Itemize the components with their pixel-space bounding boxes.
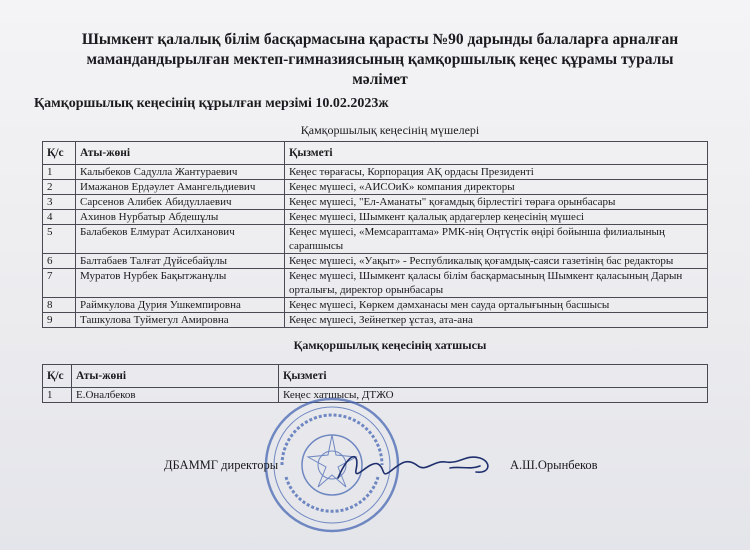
row-position: Кеңес мүшесі, Зейнеткер ұстаз, ата-ана xyxy=(285,313,708,328)
row-position: Кеңес мүшесі, Шымкент қалалық ардагерлер кеңесінің мүшесі xyxy=(285,210,708,225)
title-line-2: мамандандырылған мектеп-гимназиясының қамқоршылық кеңес құрамы туралы xyxy=(86,51,674,68)
table-row xyxy=(43,313,708,328)
row-position: Кеңес мүшесі, «Уақыт» - Республикалық қоғамдық-саяси газетінің бас редакторы xyxy=(285,254,708,269)
members-header-row xyxy=(43,142,708,165)
header-name: Аты-жөні xyxy=(72,365,279,388)
row-name: Ташкулова Туймегул Амировна xyxy=(76,313,285,328)
row-name: Раймкулова Дурия Ушкемпировна xyxy=(76,298,285,313)
row-position: Кеңес мүшесі, «АИСОиК» компания директоры xyxy=(285,180,708,195)
secretary-header-row xyxy=(43,365,708,388)
row-name: Балтабаев Талғат Дүйсебайұлы xyxy=(76,254,285,269)
table-row xyxy=(43,225,708,254)
row-position: Кеңес төрағасы, Корпорация АҚ ордасы Президенті xyxy=(285,165,708,180)
row-name: Ахинов Нурбатыр Абдешұлы xyxy=(76,210,285,225)
document-title xyxy=(60,30,700,90)
director-name: А.Ш.Орынбеков xyxy=(510,458,598,472)
row-name: Сарсенов Алибек Абидуллаевич xyxy=(76,195,285,210)
table-row xyxy=(43,180,708,195)
row-number: 7 xyxy=(43,269,76,298)
row-number: 4 xyxy=(43,210,76,225)
row-position: Кеңес мүшесі, Шымкент қаласы білім басқармасының Шымкент қаласының Дарын орталығы, директор орынбасары xyxy=(285,269,708,298)
row-position: Кеңес мүшесі, "Ел-Аманаты" қоғамдық бірлестігі төраға орынбасары xyxy=(285,195,708,210)
row-name: Е.Оналбеков xyxy=(72,388,279,403)
header-position: Қызметі xyxy=(285,142,708,165)
signature-icon xyxy=(330,440,510,490)
secretary-caption: Қамқоршылық кеңесінің хатшысы xyxy=(293,338,487,352)
row-name: Муратов Нурбек Бақытжанұлы xyxy=(76,269,285,298)
table-row xyxy=(43,210,708,225)
row-name: Балабеков Елмурат Асилханович xyxy=(76,225,285,254)
row-name: Имажанов Ердәулет Амангельдиевич xyxy=(76,180,285,195)
header-position: Қызметі xyxy=(279,365,708,388)
row-position: Кеңес мүшесі, «Мемсараптама» РМК-нің Оңтүстік өңірі бойынша филиалының сарапшысы xyxy=(285,225,708,254)
table-row xyxy=(43,269,708,298)
table-row xyxy=(43,298,708,313)
table-row xyxy=(43,195,708,210)
header-number: Қ/с xyxy=(43,142,76,165)
title-line-3: мәлімет xyxy=(352,71,408,88)
table-row xyxy=(43,165,708,180)
row-number: 1 xyxy=(43,388,72,403)
director-title: ДБАММГ директоры xyxy=(164,458,279,472)
table-row xyxy=(43,254,708,269)
row-number: 8 xyxy=(43,298,76,313)
row-number: 6 xyxy=(43,254,76,269)
row-name: Калыбеков Садулла Жантураевич xyxy=(76,165,285,180)
row-number: 5 xyxy=(43,225,76,254)
row-number: 3 xyxy=(43,195,76,210)
members-table xyxy=(42,141,708,328)
row-position: Кеңес мүшесі, Көркем дәмханасы мен сауда орталығының басшысы xyxy=(285,298,708,313)
title-line-1: Шымкент қалалық білім басқармасына қарасты №90 дарынды балаларға арналған xyxy=(81,31,679,48)
row-number: 2 xyxy=(43,180,76,195)
row-position: Кеңес хатшысы, ДТЖО xyxy=(279,388,708,403)
members-caption: Қамқоршылық кеңесінің мүшелері xyxy=(300,123,480,137)
row-number: 9 xyxy=(43,313,76,328)
header-name: Аты-жөні xyxy=(76,142,285,165)
row-number: 1 xyxy=(43,165,76,180)
header-number: Қ/с xyxy=(43,365,72,388)
creation-date-line: Қамқоршылық кеңесінің құрылған мерзімі 10.02.2023ж xyxy=(34,96,389,111)
